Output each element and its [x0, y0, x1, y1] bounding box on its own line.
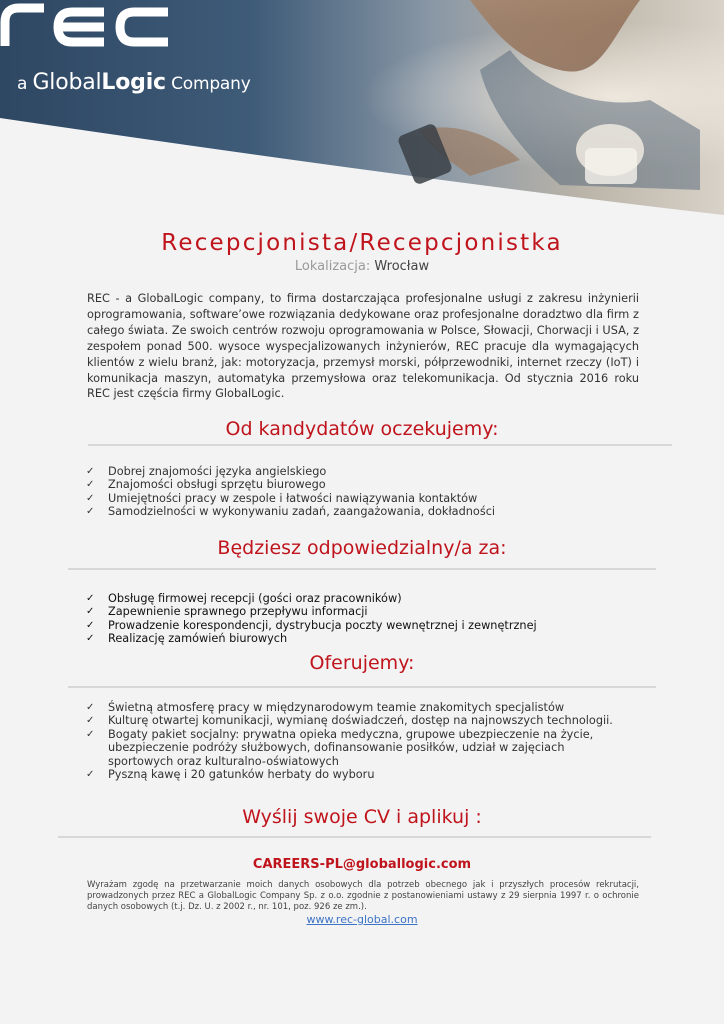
list-item [86, 478, 495, 491]
brand-light: Global [32, 70, 102, 95]
location-label: Lokalizacja: [294, 259, 371, 274]
list-item-text: Realizację zamówień biurowych [108, 632, 288, 646]
location-value: Wrocław [374, 259, 430, 274]
list-item-text: Samodzielności w wykonywaniu zadań, zaangażowania, dokładności [108, 505, 496, 519]
check-mark-icon: ✓ [86, 492, 95, 504]
list-item [86, 714, 626, 727]
section-divider [58, 836, 651, 838]
list-item-text: Bogaty pakiet socjalny: prywatna opieka medyczna, grupowe ubezpieczenie na życie, ubezpieczenie podróży służbowych, dofinansowanie posiłków, udział w zajęciach sportowych oraz kulturalno-oświatowych [108, 727, 594, 768]
apply-heading: Wyślij swoje CV i aplikuj : [242, 806, 482, 828]
list-item-text: Pyszną kawę i 20 gatunków herbaty do wyboru [108, 768, 375, 782]
section-divider [68, 568, 656, 570]
list-item [86, 605, 537, 618]
list-item-text: Świetną atmosferę pracy w międzynarodowym teamie znakomitych specjalistów [108, 701, 565, 714]
list-item [86, 465, 495, 478]
list-item [86, 619, 537, 632]
list-item-text: Zapewnienie sprawnego przepływu informacji [108, 605, 368, 619]
careers-email-link[interactable]: CAREERS-PL@globallogic.com [252, 857, 472, 872]
header-banner [0, 0, 724, 215]
requirements-list [86, 465, 495, 519]
section-divider [88, 444, 672, 446]
tagline-suffix: Company [171, 74, 251, 94]
check-mark-icon: ✓ [86, 506, 95, 518]
list-item [86, 701, 626, 714]
check-mark-icon: ✓ [86, 593, 95, 604]
check-mark-icon: ✓ [86, 606, 95, 618]
list-item [86, 768, 626, 781]
check-mark-icon: ✓ [86, 633, 95, 645]
section-divider [68, 686, 656, 688]
list-item [86, 728, 626, 768]
brand-bold: Logic [101, 70, 166, 95]
offer-list [86, 701, 626, 781]
check-mark-icon: ✓ [86, 702, 95, 713]
check-mark-icon: ✓ [86, 479, 95, 491]
check-mark-icon: ✓ [86, 728, 95, 740]
check-mark-icon: ✓ [86, 715, 95, 727]
list-item [86, 492, 495, 505]
company-tagline [17, 70, 251, 95]
responsibilities-list [86, 592, 537, 646]
job-title: Recepcjonista/Recepcjonistka [161, 230, 563, 256]
list-item-text: Obsługę firmowej recepcji (gości oraz pracowników) [108, 592, 402, 605]
check-mark-icon: ✓ [86, 466, 95, 477]
check-mark-icon: ✓ [86, 619, 95, 631]
globallogic-wordmark [32, 70, 165, 95]
tagline-prefix: a [17, 74, 28, 94]
job-location [0, 259, 724, 274]
data-processing-consent: Wyrażam zgodę na przetwarzanie moich danych osobowych dla potrzeb obecnego jak i przyszłych procesów rekrutacji, prowadzonych przez REC a GlobalLogic Company Sp. z o.o. zgodnie z postanowieniami ustawy z 29 sierpnia 1997 r. o ochronie danych osobowych (t.j. Dz. U. z 2002 r., nr. 101, poz. 926 ze zm.). [87, 880, 639, 912]
company-intro: REC - a GlobalLogic company, to firma dostarczająca profesjonalne usługi z zakresu inżynierii oprogramowania, software’owe rozwiązania dedykowane oraz profesjonalne doradztwo dla firm z całego świata. Ze swoich centrów rozwoju oprogramowania w Polsce, Słowacji, Chorwacji i USA, z zespołem ponad 500. wysoce wyspecjalizowanych inżynierów, REC pracuje dla wymagających klientów z wielu branż, jak: motoryzacja, przemysł morski, półprzewodniki, internet rzeczy (IoT) i komunikacja maszyn, automatyka przemysłowa oraz telekomunikacja. Od stycznia 2016 roku REC jest częścia firmy GlobalLogic. [87, 292, 639, 401]
list-item-text: Dobrej znajomości języka angielskiego [108, 465, 327, 478]
responsibilities-heading: Będziesz odpowiedzialny/a za: [217, 537, 507, 559]
rec-logo [0, 0, 170, 48]
list-item-text: Prowadzenie korespondencji, dystrybucja poczty wewnętrznej i zewnętrznej [108, 618, 537, 632]
offer-heading: Oferujemy: [309, 652, 415, 674]
requirements-heading: Od kandydatów oczekujemy: [225, 418, 499, 440]
list-item [86, 505, 495, 518]
website-link[interactable]: www.rec-global.com [306, 913, 418, 926]
list-item [86, 632, 537, 645]
list-item-text: Znajomości obsługi sprzętu biurowego [108, 478, 326, 492]
check-mark-icon: ✓ [86, 769, 95, 781]
list-item-text: Umiejętności pracy w zespole i łatwości nawiązywania kontaktów [108, 491, 478, 505]
list-item-text: Kulturę otwartej komunikacji, wymianę doświadczeń, dostęp na najnowszych technologii. [108, 714, 613, 728]
list-item [86, 592, 537, 605]
